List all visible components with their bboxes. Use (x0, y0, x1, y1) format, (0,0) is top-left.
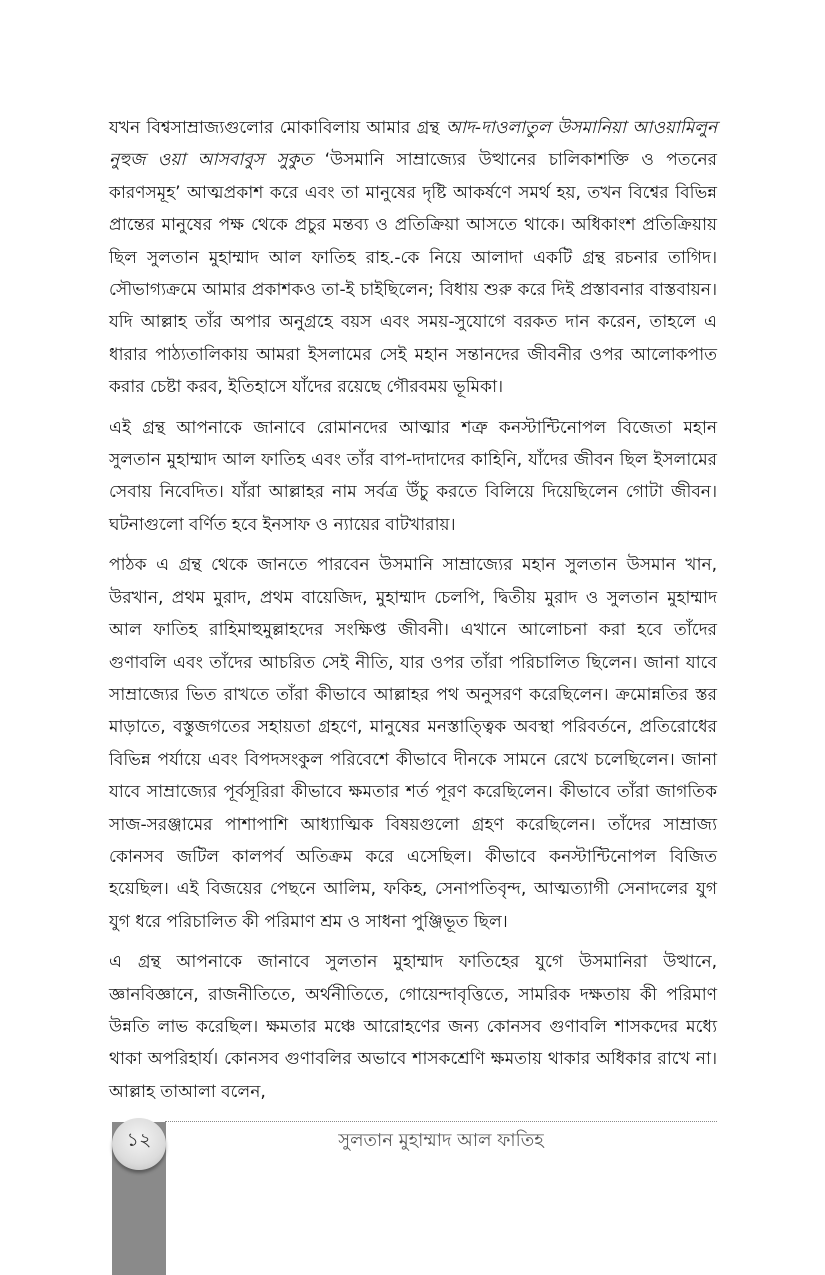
paragraph-2: এই গ্রন্থ আপনাকে জানাবে রোমানদের আত্মার শত্রু কনস্টান্টিনোপল বিজেতা মহান সুলতান মুহাম্মাদ আল ফাতিহ এবং তাঁর বাপ-দাদাদের কাহিনি, যাঁদের জীবন ছিল ইসলামের সেবায় নিবেদিত। যাঁরা আল্লাহর নাম সর্বত্র উঁচু করতে বিলিয়ে দিয়েছিলেন গোটা জীবন। ঘটনাগুলো বর্ণিত হবে ইনসাফ ও ন্যায়ের বাটখারায়। (109, 417, 717, 535)
page-body (109, 112, 717, 1116)
paragraph-3: পাঠক এ গ্রন্থ থেকে জানতে পারবেন উসমানি সাম্রাজ্যের মহান সুলতান উসমান খান, উরখান, প্রথম মুরাদ, প্রথম বায়েজিদ, মুহাম্মাদ চেলপি, দ্বিতীয় মুরাদ ও সুলতান মুহাম্মাদ আল ফাতিহ রাহিমাহুমুল্লাহদের সংক্ষিপ্ত জীবনী। এখানে আলোচনা করা হবে তাঁদের গুণাবলি এবং তাঁদের আচরিত সেই নীতি, যার ওপর তাঁরা পরিচালিত ছিলেন। জানা যাবে সাম্রাজ্যের ভিত রাখতে তাঁরা কীভাবে আল্লাহর পথ অনুসরণ করেছিলেন। ক্রমোন্নতির স্তর মাড়াতে, বস্তুজগতের সহায়তা গ্রহণে, মানুষের মনস্তাত্ত্বিক অবস্থা পরিবর্তনে, প্রতিরোধের বিভিন্ন পর্যায়ে এবং বিপদসংকুল পরিবেশে কীভাবে দীনকে সামনে রেখে চলেছিলেন। জানা যাবে সাম্রাজ্যের পূর্বসূরিরা কীভাবে ক্ষমতার শর্ত পূরণ করেছিলেন। কীভাবে তাঁরা জাগতিক সাজ-সরঞ্জামের পাশাপাশি আধ্যাত্মিক বিষয়গুলো গ্রহণ করেছিলেন। তাঁদের সাম্রাজ্য কোনসব জটিল কালপর্ব অতিক্রম করে এসেছিল। কীভাবে কনস্টান্টিনোপল বিজিত হয়েছিল। এই বিজয়ের পেছনে আলিম, ফকিহ, সেনাপতিবৃন্দ, আত্মত্যাগী সেনাদলের যুগ যুগ ধরে পরিচালিত কী পরিমাণ শ্রম ও সাধনা পুঞ্জিভূত ছিল। (109, 555, 717, 932)
paragraph-4: এ গ্রন্থ আপনাকে জানাবে সুলতান মুহাম্মাদ ফাতিহের যুগে উসমানিরা উত্থানে, জ্ঞানবিজ্ঞানে, রাজনীতিতে, অর্থনীতিতে, গোয়েন্দাবৃত্তিতে, সামরিক দক্ষতায় কী পরিমাণ উন্নতি লাভ করেছিল। ক্ষমতার মঞ্চে আরোহণের জন্য কোনসব গুণাবলি শাসকদের মধ্যে থাকা অপরিহার্য। কোনসব গুণাবলির অভাবে শাসকশ্রেণি ক্ষমতায় থাকার অধিকার রাখে না। আল্লাহ তাআলা বলেন, (109, 952, 717, 1102)
paragraph-1-text-before: যখন বিশ্বসাম্রাজ্যগুলোর মোকাবিলায় আমার গ্রন্থ (109, 118, 446, 138)
book-title-italic: আদ-দাওলাতুল উসমানিয়া আওয়ামিলুন নুহুজ ওয়া আসবাবুস সুকুত (109, 118, 718, 171)
paragraph-1 (109, 112, 717, 404)
page-number-badge (112, 1118, 166, 1170)
page-number: ১২ (126, 1129, 152, 1151)
footer-divider (165, 1121, 717, 1122)
paragraph-1-text-after: ‘উসমানি সাম্রাজ্যের উত্থানের চালিকাশক্তি ও পতনের কারণসমূহ’ আত্মপ্রকাশ করে এবং তা মানুষের দৃষ্টি আকর্ষণে সমর্থ হয়, তখন বিশ্বের বিভিন্ন প্রান্তের মানুষের পক্ষ থেকে প্রচুর মন্তব্য ও প্রতিক্রিয়া আসতে থাকে। অধিকাংশ প্রতিক্রিয়ায় ছিল সুলতান মুহাম্মাদ আল ফাতিহ রাহ.-কে নিয়ে আলাদা একটি গ্রন্থ রচনার তাগিদ। সৌভাগ্যক্রমে আমার প্রকাশকও তা-ই চাইছিলেন; বিধায় শুরু করে দিই প্রস্তাবনার বাস্তবায়ন। যদি আল্লাহ তাঁর অপার অনুগ্রহে বয়স এবং সময়-সুযোগে বরকত দান করেন, তাহলে এ ধারার পাঠ্যতালিকায় আমরা ইসলামের সেই মহান সন্তানদের জীবনীর ওপর আলোকপাত করার চেষ্টা করব, ইতিহাসে যাঁদের রয়েছে গৌরবময় ভূমিকা। (109, 150, 717, 398)
running-title: সুলতান মুহাম্মাদ আল ফাতিহ (338, 1130, 544, 1151)
